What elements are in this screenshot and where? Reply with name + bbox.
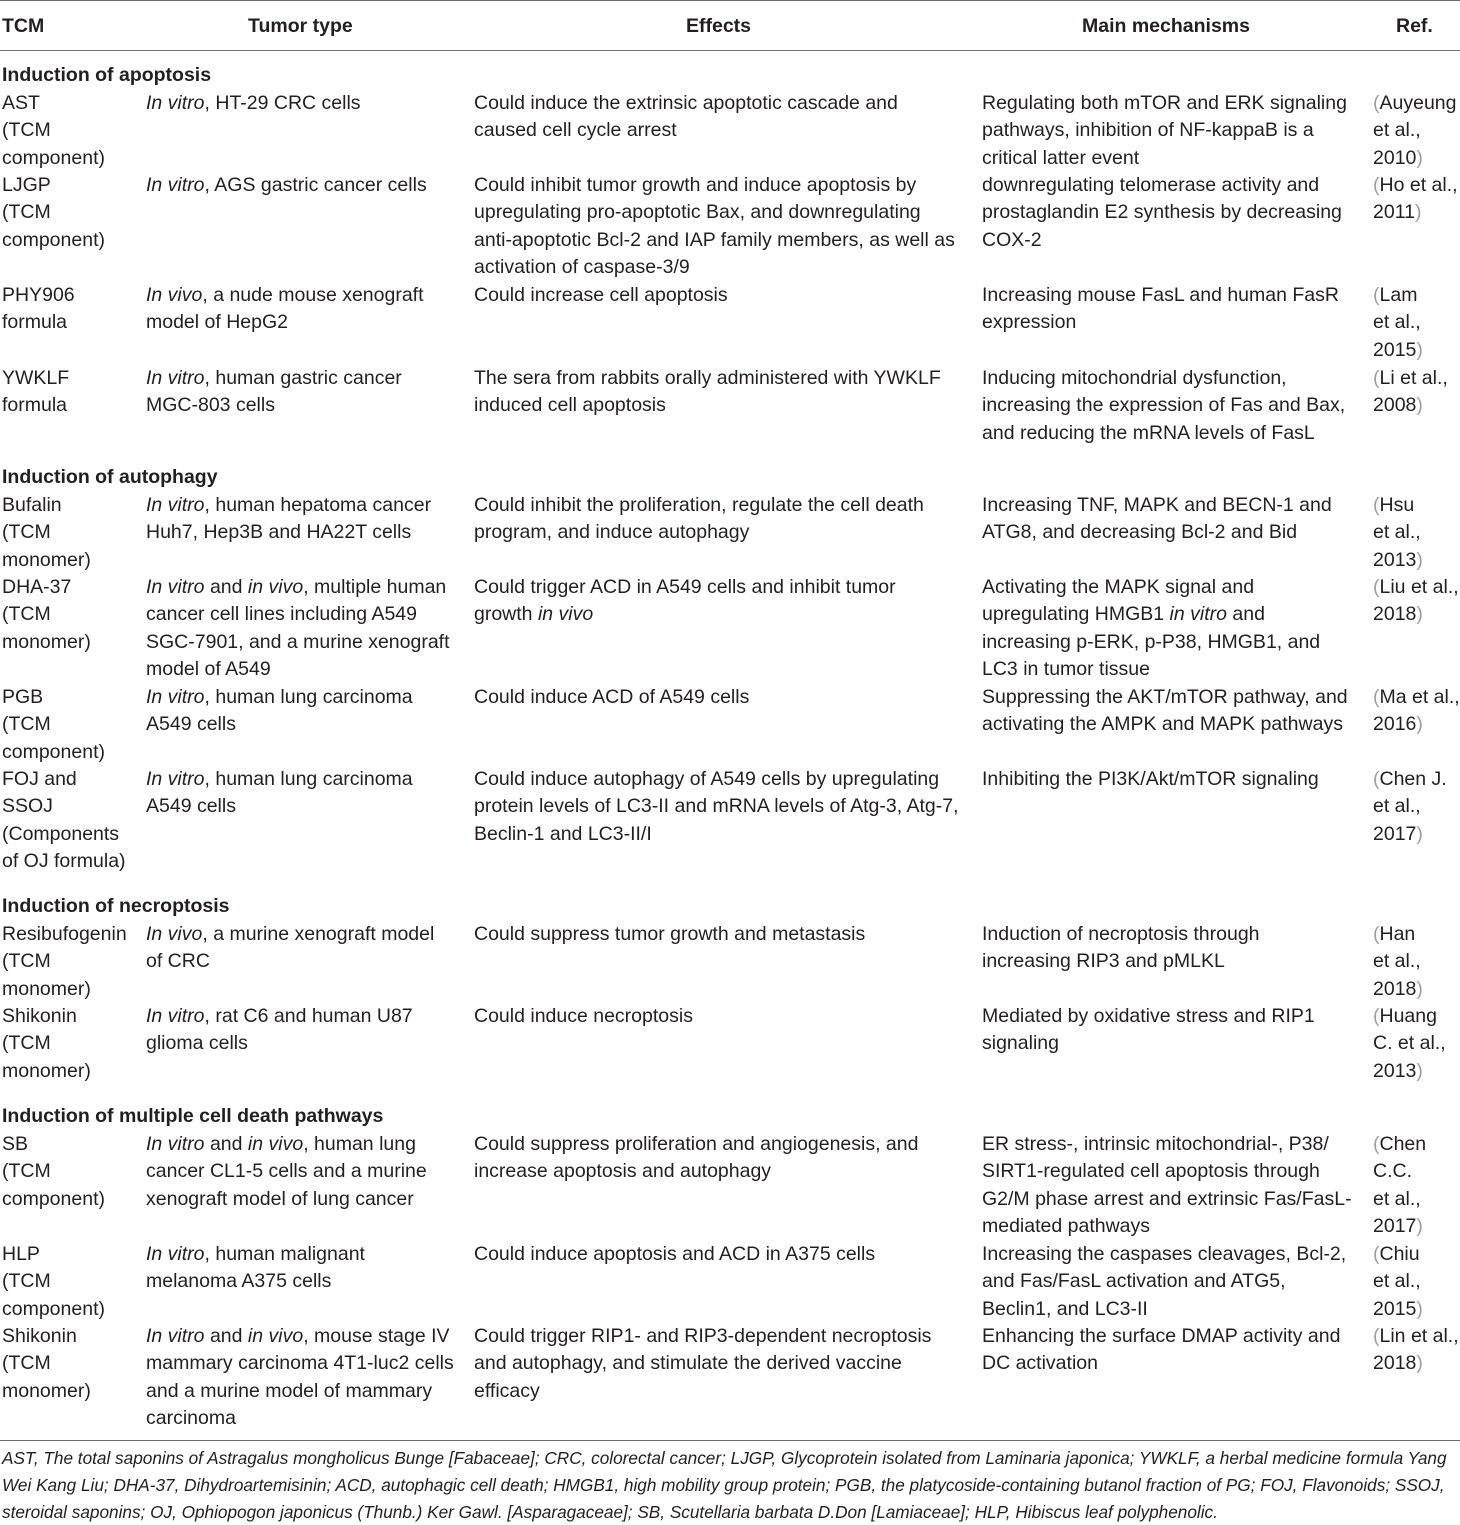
cell-mechanisms: ER stress-, intrinsic mitochondrial-, P38/ SIRT1-regulated cell apoptosis through G2/M phase arrest and extrinsic Fas/FasL- mediated pathways [982,1133,1352,1238]
cell-ref[interactable]: (Liu et al., 2018) [1373,576,1459,626]
cell-ref[interactable]: (Chen C.C. et al., 2017) [1373,1133,1427,1238]
cell-effects: Could induce the extrinsic apoptotic cascade and caused cell cycle arrest [474,92,898,142]
cell-ref[interactable]: (Lin et al., 2018) [1373,1325,1459,1375]
cell-mechanisms: Induction of necroptosis through increasing RIP3 and pMLKL [982,923,1260,973]
cell-mechanisms: Increasing TNF, MAPK and BECN-1 and ATG8, and decreasing Bcl-2 and Bid [982,494,1332,544]
cell-effects: Could trigger RIP1- and RIP3-dependent necroptosis and autophagy, and stimulate the derived vaccine efficacy [474,1325,932,1402]
header-rule [0,50,1460,51]
cell-ref[interactable]: (Huang C. et al., 2013) [1373,1005,1446,1082]
cell-tcm: Bufalin (TCM monomer) [2,494,91,571]
cell-tcm: PGB (TCM component) [2,686,105,763]
cell-effects: Could induce autophagy of A549 cells by upregulating protein levels of LC3-II and mRNA levels of Atg-3, Atg-7, Beclin-1 and LC3-II/I [474,768,959,845]
cell-effects: Could induce apoptosis and ACD in A375 cells [474,1243,876,1265]
cell-effects: Could trigger ACD in A549 cells and inhibit tumor growth in vivo [474,576,896,626]
cell-effects: Could induce ACD of A549 cells [474,686,750,708]
cell-effects: Could suppress tumor growth and metastasis [474,923,866,945]
cell-effects: Could inhibit the proliferation, regulate the cell death program, and induce autophagy [474,494,924,544]
header-mechanisms: Main mechanisms [1082,15,1250,37]
header-effects: Effects [686,15,752,37]
cell-tumor-type: In vitro, AGS gastric cancer cells [146,174,427,196]
cell-effects: Could suppress proliferation and angiogenesis, and increase apoptosis and autophagy [474,1133,919,1183]
cell-tcm: Shikonin (TCM monomer) [2,1005,91,1082]
cell-mechanisms: Increasing mouse FasL and human FasR expression [982,284,1339,334]
cell-effects: Could induce necroptosis [474,1005,693,1027]
header-tcm: TCM [2,15,45,37]
cell-mechanisms: Enhancing the surface DMAP activity and DC activation [982,1325,1341,1375]
cell-tumor-type: In vitro, human lung carcinoma A549 cells [146,768,413,818]
section-title: Induction of necroptosis [2,895,230,917]
section-title: Induction of apoptosis [2,64,212,86]
header-ref: Ref. [1396,15,1433,37]
cell-tumor-type: In vitro, human hepatoma cancer Huh7, Hep3B and HA22T cells [146,494,432,544]
cell-effects: Could inhibit tumor growth and induce apoptosis by upregulating pro-apoptotic Bax, and downregulating anti-apoptotic Bcl-2 and IAP family members, as well as activation of caspase-3/9 [474,174,955,279]
cell-ref[interactable]: (Han et al., 2018) [1373,923,1423,1000]
cell-tumor-type: In vitro, human malignant melanoma A375 cells [146,1243,365,1293]
table-footnote: AST, The total saponins of Astragalus mongholicus Bunge [Fabaceae]; CRC, colorectal cancer; LJGP, Glycoprotein isolated from Laminaria japonica; YWKLF, a herbal medicine formula Yang Wei Kang Liu; DHA-37, Dihydroartemisinin; ACD, autophagic cell death; HMGB1, high mobility group protein; PGB, the platycoside-containing butanol fraction of PG; FOJ, Flavonoids; SSOJ, steroidal saponins; OJ, Ophiopogon japonicus (Thunb.) Ker Gawl. [Asparagaceae]; SB, Scutellaria barbata D.Don [Lamiaceae]; HLP, Hibiscus leaf polyphenolic. [2,1448,1447,1522]
cell-mechanisms: downregulating telomerase activity and prostaglandin E2 synthesis by decreasing COX-2 [982,174,1342,251]
bottom-rule [0,1440,1460,1441]
cell-ref[interactable]: (Lam et al., 2015) [1373,284,1423,361]
cell-tcm: DHA-37 (TCM monomer) [2,576,91,653]
cell-ref[interactable]: (Chiu et al., 2015) [1373,1243,1423,1320]
cell-tumor-type: In vitro, HT-29 CRC cells [146,92,361,114]
cell-ref[interactable]: (Chen J. et al., 2017) [1373,768,1447,845]
cell-tumor-type: In vitro, human gastric cancer MGC-803 cells [146,367,402,417]
cell-ref[interactable]: (Hsu et al., 2013) [1373,494,1423,571]
cell-ref[interactable]: (Ma et al., 2016) [1373,686,1460,736]
top-rule [0,0,1460,1]
cell-effects: Could increase cell apoptosis [474,284,728,306]
cell-mechanisms: Regulating both mTOR and ERK signaling pathways, inhibition of NF-kappaB is a critical latter event [982,92,1347,169]
cell-tcm: YWKLF formula [2,367,70,417]
cell-effects: The sera from rabbits orally administered with YWKLF induced cell apoptosis [474,367,941,417]
cell-tcm: Resibufogenin (TCM monomer) [2,923,127,1000]
cell-tumor-type: In vitro and in vivo, mouse stage IV mammary carcinoma 4T1-luc2 cells and a murine model of mammary carcinoma [146,1325,454,1430]
cell-tcm: SB (TCM component) [2,1133,105,1210]
cell-tcm: FOJ and SSOJ (Components of OJ formula) [2,768,126,873]
cell-tcm: Shikonin (TCM monomer) [2,1325,91,1402]
cell-ref[interactable]: (Li et al., 2008) [1373,367,1448,417]
cell-tcm: HLP (TCM component) [2,1243,105,1320]
cell-mechanisms: Mediated by oxidative stress and RIP1 signaling [982,1005,1315,1055]
cell-mechanisms: Increasing the caspases cleavages, Bcl-2, and Fas/FasL activation and ATG5, Beclin1, and LC3-II [982,1243,1347,1320]
cell-mechanisms: Inducing mitochondrial dysfunction, increasing the expression of Fas and Bax, and reducing the mRNA levels of FasL [982,367,1346,444]
section-title: Induction of autophagy [2,466,218,488]
cell-tumor-type: In vitro and in vivo, human lung cancer CL1-5 cells and a murine xenograft model of lung cancer [146,1133,427,1210]
cell-ref[interactable]: (Ho et al., 2011) [1373,174,1458,224]
cell-mechanisms: Activating the MAPK signal and upregulating HMGB1 in vitro and increasing p-ERK, p-P38, HMGB1, and LC3 in tumor tissue [982,576,1321,681]
cell-tumor-type: In vivo, a murine xenograft model of CRC [146,923,435,973]
cell-mechanisms: Suppressing the AKT/mTOR pathway, and activating the AMPK and MAPK pathways [982,686,1348,736]
cell-mechanisms: Inhibiting the PI3K/Akt/mTOR signaling [982,768,1319,790]
cell-tumor-type: In vitro, rat C6 and human U87 glioma cells [146,1005,413,1055]
cell-tumor-type: In vitro, human lung carcinoma A549 cells [146,686,413,736]
cell-tcm: LJGP (TCM component) [2,174,105,251]
section-title: Induction of multiple cell death pathways [2,1105,384,1127]
cell-tumor-type: In vivo, a nude mouse xenograft model of HepG2 [146,284,424,334]
cell-ref[interactable]: (Auyeung et al., 2010) [1373,92,1457,169]
cell-tcm: AST (TCM component) [2,92,105,169]
cell-tumor-type: In vitro and in vivo, multiple human cancer cell lines including A549 SGC-7901, and a murine xenograft model of A549 [146,576,450,681]
header-tumor-type: Tumor type [248,15,353,37]
cell-tcm: PHY906 formula [2,284,75,334]
